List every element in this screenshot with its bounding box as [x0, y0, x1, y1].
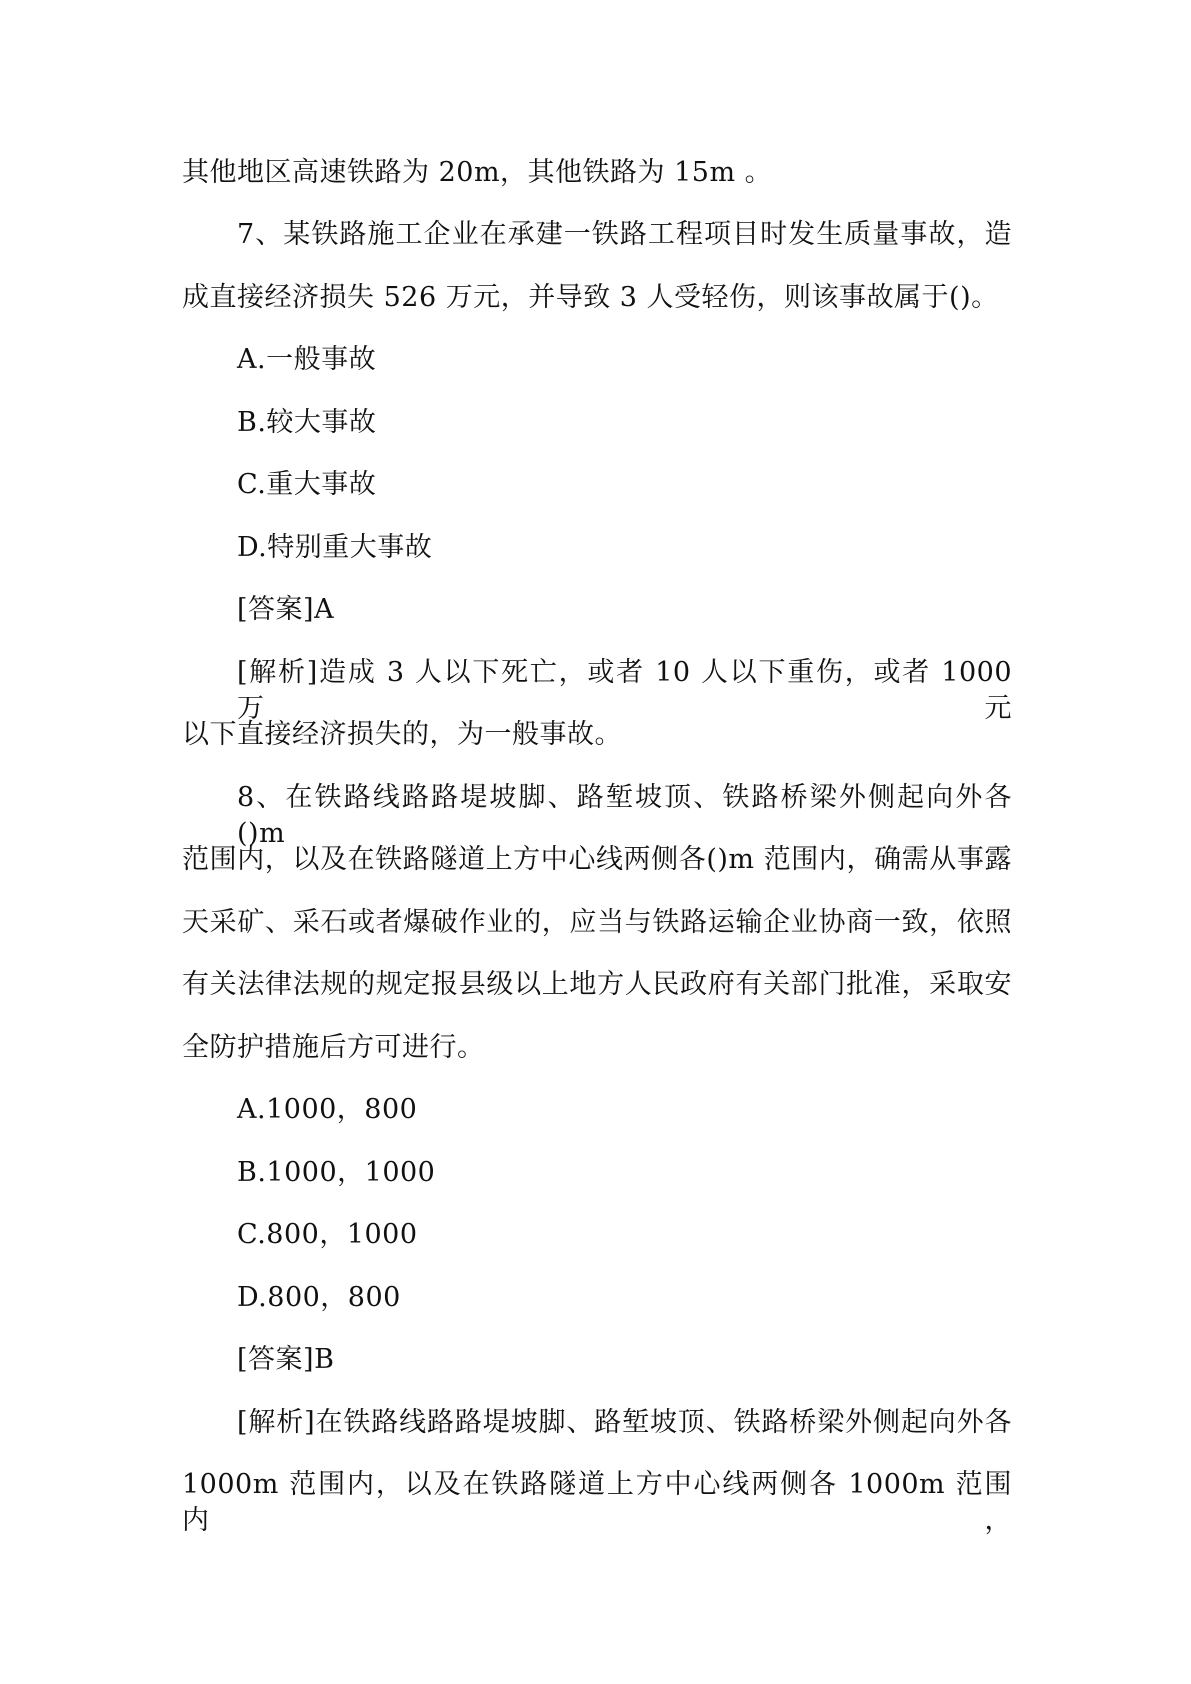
- question-8-line-3: 天采矿、采石或者爆破作业的，应当与铁路运输企业协商一致，依照: [182, 907, 1012, 938]
- answer-7: [答案]A: [237, 594, 335, 625]
- option-c: C.重大事故: [237, 469, 377, 500]
- option-a: A.一般事故: [237, 344, 377, 375]
- answer-8: [答案]B: [237, 1344, 335, 1375]
- question-7-line-1: 7、某铁路施工企业在承建一铁路工程项目时发生质量事故，造: [237, 219, 1012, 250]
- text-line-1: 其他地区高速铁路为 20m，其他铁路为 15m 。: [182, 157, 773, 188]
- option-b: B.1000，1000: [237, 1157, 436, 1188]
- analysis-7-line-1: [解析]造成 3 人以下死亡，或者 10 人以下重伤，或者 1000 万元: [237, 657, 1012, 724]
- analysis-7-line-2: 以下直接经济损失的，为一般事故。: [182, 719, 622, 750]
- option-c: C.800，1000: [237, 1219, 418, 1250]
- analysis-8-line-2: 1000m 范围内，以及在铁路隧道上方中心线两侧各 1000m 范围内，: [182, 1469, 1012, 1536]
- option-b: B.较大事故: [237, 407, 377, 438]
- option-d: D.800，800: [237, 1282, 401, 1313]
- question-8-line-5: 全防护措施后方可进行。: [182, 1032, 485, 1063]
- option-a: A.1000，800: [237, 1094, 418, 1125]
- question-8-line-1: 8、在铁路线路路堤坡脚、路堑坡顶、铁路桥梁外侧起向外各()m: [237, 782, 1012, 849]
- question-7-line-2: 成直接经济损失 526 万元，并导致 3 人受轻伤，则该事故属于()。: [182, 282, 999, 313]
- question-8-line-2: 范围内，以及在铁路隧道上方中心线两侧各()m 范围内，确需从事露: [182, 844, 1012, 875]
- analysis-8-line-1: [解析]在铁路线路路堤坡脚、路堑坡顶、铁路桥梁外侧起向外各: [237, 1407, 1012, 1438]
- option-d: D.特别重大事故: [237, 532, 433, 563]
- question-8-line-4: 有关法律法规的规定报县级以上地方人民政府有关部门批准，采取安: [182, 969, 1012, 1000]
